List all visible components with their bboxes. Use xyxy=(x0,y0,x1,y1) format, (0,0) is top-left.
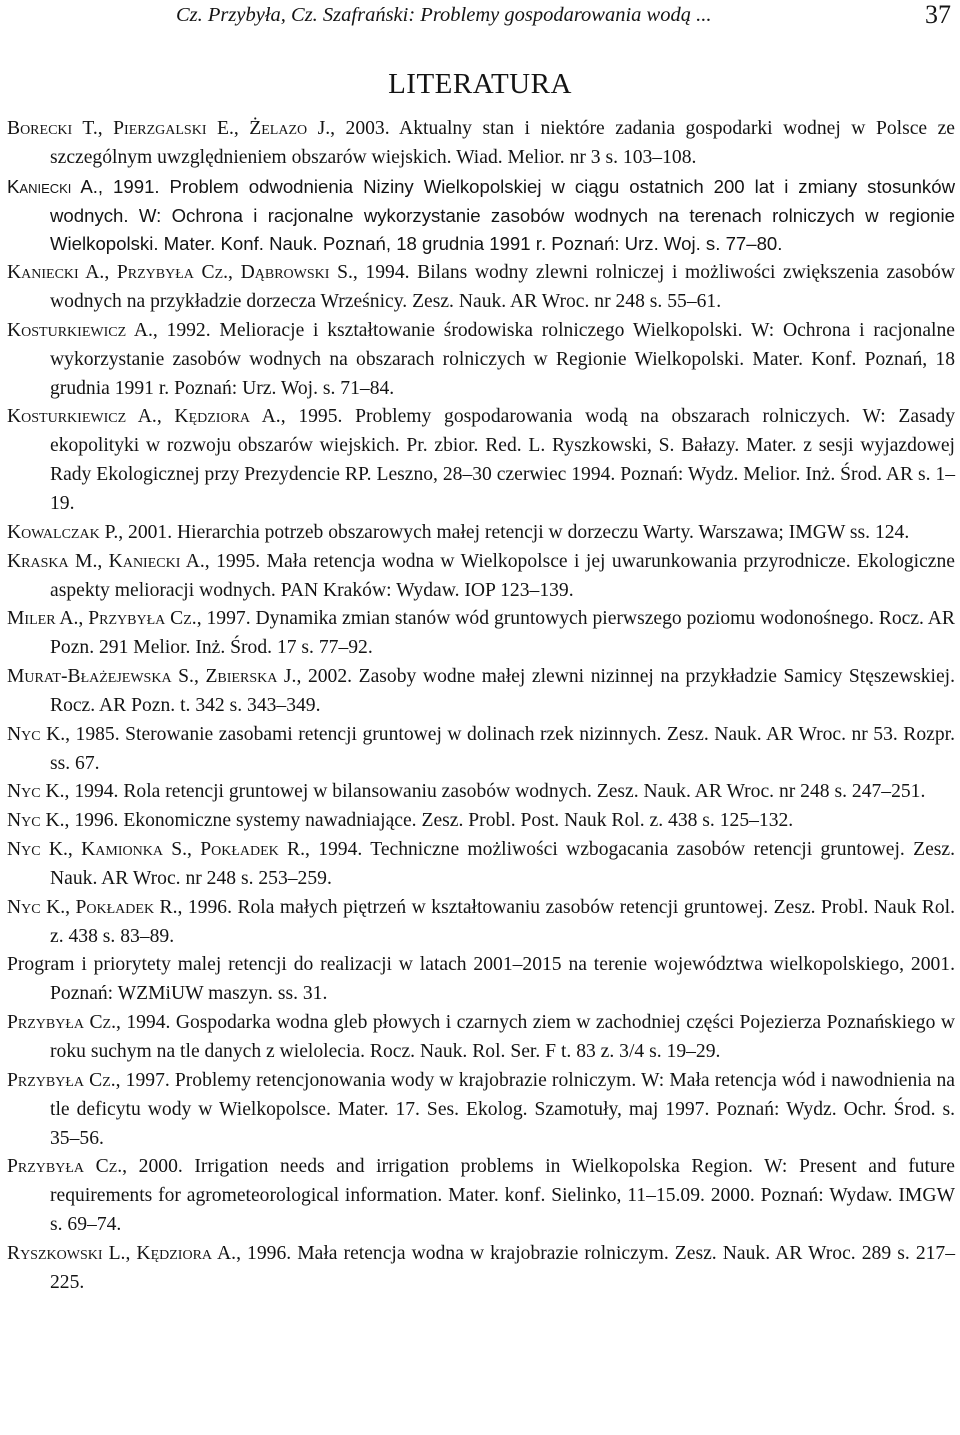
reference-item xyxy=(7,1240,955,1298)
reference-item xyxy=(7,548,955,606)
reference-details: , 1994. Techniczne możliwości wzbogacania zasobów retencji gruntowej. Zesz. Nauk. AR Wroc. nr 248 s. 253–259. xyxy=(50,839,955,889)
section-title: LITERATURA xyxy=(388,68,572,100)
reference-item xyxy=(7,807,955,836)
reference-item xyxy=(7,115,955,173)
reference-details: , 1994. Bilans wodny zlewni rolniczej i możliwości zwiększenia zasobów wodnych na przykładzie dorzecza Wrześnicy. Zesz. Nauk. AR Wroc. nr 248 s. 55–61. xyxy=(50,262,956,313)
reference-item xyxy=(7,951,955,1009)
reference-authors: Kosturkiewicz A. xyxy=(7,319,153,341)
reference-details: , 1995. Problemy gospodarowania wodą na obszarach rolniczych. W: Zasady ekopolityki w rozwoju obszarów wiejskich. Pr. zbior. Red. L. Ryszkowski, S. Bałazy. Mater. z sesji wyjazdowej Rady Ekologicznej przy Prezydencie RP. Leszno, 28–30 czerwiec 1994. Poznań: Wydz. Melior. Inż. Środ. AR s. 1–19. xyxy=(50,406,956,514)
reference-authors: Przybyła Cz. xyxy=(7,1012,116,1034)
reference-details: , 1996. Mała retencja wodna w krajobrazie rolniczym. Zesz. Nauk. AR Wroc. 289 s. 217–225. xyxy=(50,1242,956,1293)
reference-details: , 1996. Rola małych piętrzeń w kształtowaniu zasobów retencji gruntowej. Zesz. Probl. Nauk Rol. z. 438 s. 83–89. xyxy=(50,896,955,947)
page-number: 37 xyxy=(925,0,951,29)
reference-authors: Ryszkowski L., Kędziora A. xyxy=(7,1242,237,1264)
reference-authors: Kaniecki A. xyxy=(7,175,98,197)
reference-details: , 1994. Rola retencji gruntowej w bilansowaniu zasobów wodnych. Zesz. Nauk. AR Wroc. nr 248 s. 247–251. xyxy=(64,781,926,803)
reference-item xyxy=(7,317,955,404)
reference-details: , 1997. Dynamika zmian stanów wód gruntowych pierwszego poziomu wodonośnego. Rocz. AR Pozn. 291 Melior. Inż. Środ. 17 s. 77–92. xyxy=(50,608,955,659)
reference-authors: Kosturkiewicz A., Kędziora A. xyxy=(7,406,281,428)
reference-item xyxy=(7,1067,955,1154)
reference-details: , 1991. Problem odwodnienia Niziny Wielkopolskiej w ciągu ostatnich 200 lat i zmiany stosunków wodnych. W: Ochrona i racjonalne wykorzystanie zasobów wodnych na terenach rolniczych w regionie Wielkopolski. Mater. Konf. Nauk. Poznań, 18 grudnia 1991 r. Poznań: Urz. Woj. s. 77–80. xyxy=(50,175,956,255)
reference-details: , 1992. Melioracje i kształtowanie środowiska rolniczego Wielkopolski. W: Ochrona i racjonalne wykorzystanie zasobów wodnych na obszarach rolniczych w Regionie Wielkopolski. Mater. Konf. Poznań, 18 grudnia 1991 r. Poznań: Urz. Woj. s. 71–84. xyxy=(50,319,955,399)
reference-details: Program i priorytety malej retencji do realizacji w latach 2001–2015 na terenie województwa wielkopolskiego, 2001. Poznań: WZMiUW maszyn. ss. 31. xyxy=(7,954,955,1005)
running-title: Cz. Przybyła, Cz. Szafrański: Problemy gospodarowania wodą ... xyxy=(176,4,712,26)
reference-details: , 2003. Aktualny stan i niektóre zadania gospodarki wodnej w Polsce ze szczególnym uwzględnieniem obszarów wiejskich. Wiad. Melior. nr 3 s. 103–108. xyxy=(50,118,956,168)
reference-item xyxy=(7,663,955,721)
running-header xyxy=(0,0,960,40)
reference-details: , 2001. Hierarchia potrzeb obszarowych małej retencji w dorzeczu Warty. Warszawa; IMGW ss. 124. xyxy=(118,521,910,543)
reference-authors: Kraska M., Kaniecki A. xyxy=(7,550,205,572)
reference-authors: Murat-Błażejewska S., Zbierska J. xyxy=(7,666,297,688)
reference-item xyxy=(7,173,955,260)
reference-details: , 2000. Irrigation needs and irrigation problems in Wielkopolska Region. W: Present and future requirements for agrometeorological information. Mater. konf. Sielinko, 11–15.09. 2000. Poznań: Wydaw. IMGW s. 69–74. xyxy=(50,1156,955,1236)
reference-list xyxy=(7,115,955,1298)
reference-authors: Przybyła Cz. xyxy=(7,1156,123,1178)
reference-item xyxy=(7,403,955,518)
reference-item xyxy=(7,1153,955,1240)
reference-authors: Nyc K., Kamionka S., Pokładek R. xyxy=(7,839,306,861)
reference-item xyxy=(7,778,955,807)
reference-authors: Nyc K., Pokładek R. xyxy=(7,896,178,918)
reference-details: , 1996. Ekonomiczne systemy nawadniające. Zesz. Probl. Post. Nauk Rol. z. 438 s. 125–132. xyxy=(64,810,794,832)
reference-details: , 2002. Zasoby wodne małej zlewni nizinnej na przykładzie Samicy Stęszewskiej. Rocz. AR Pozn. t. 342 s. 343–349. xyxy=(50,666,955,716)
reference-item xyxy=(7,259,955,317)
reference-details: , 1995. Mała retencja wodna w Wielkopolsce i jej uwarunkowania przyrodnicze. Ekologiczne aspekty melioracji wodnych. PAN Kraków: Wydaw. IOP 123–139. xyxy=(50,550,955,601)
reference-authors: Przybyła Cz. xyxy=(7,1069,116,1091)
reference-authors: Borecki T., Pierzgalski E., Żelazo J. xyxy=(7,118,331,139)
reference-item xyxy=(7,894,955,952)
reference-details: , 1994. Gospodarka wodna gleb płowych i czarnych ziem w zachodniej części Pojezierza Poznańskiego w roku suchym na tle danych z wielolecia. Rocz. Nauk. Rol. Ser. F t. 83 z. 3/4 s. 19–29. xyxy=(50,1012,955,1062)
reference-item xyxy=(7,1009,955,1067)
reference-item xyxy=(7,519,955,548)
reference-details: , 1997. Problemy retencjonowania wody w krajobrazie rolniczym. W: Mała retencja wód i nawodnienia na tle deficytu wody w Wielkopolsce. Mater. 17. Ses. Ekolog. Szamotuły, maj 1997. Poznań: Wydz. Ochr. Środ. s. 35–56. xyxy=(50,1069,955,1149)
reference-item xyxy=(7,605,955,663)
reference-authors: Nyc K. xyxy=(7,810,65,832)
reference-details: , 1985. Sterowanie zasobami retencji gruntowej w dolinach rzek nizinnych. Zesz. Nauk. AR Wroc. nr 53. Rozpr. ss. 67. xyxy=(50,723,955,774)
reference-authors: Nyc K. xyxy=(7,723,66,745)
reference-authors: Kaniecki A., Przybyła Cz., Dąbrowski S. xyxy=(7,262,353,284)
reference-authors: Miler A., Przybyła Cz. xyxy=(7,608,197,630)
reference-authors: Nyc K. xyxy=(7,781,65,803)
reference-item xyxy=(7,836,955,894)
reference-authors: Kowalczak P. xyxy=(7,521,119,543)
reference-item xyxy=(7,721,955,779)
